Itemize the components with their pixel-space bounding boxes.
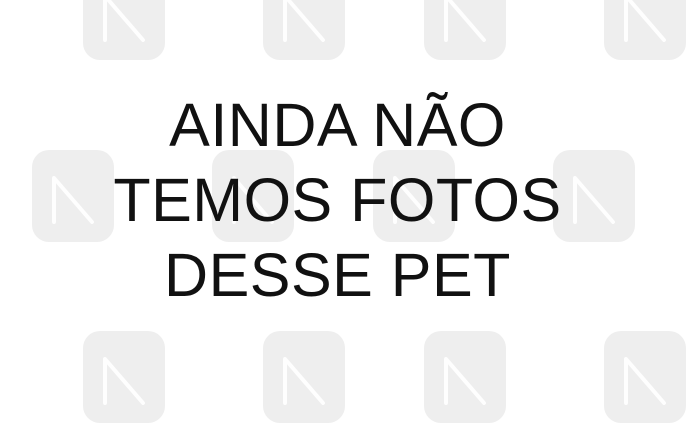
n-logo-icon — [604, 331, 686, 423]
no-photo-message — [0, 88, 681, 313]
n-logo-icon — [424, 331, 506, 423]
n-logo-icon — [604, 0, 686, 60]
n-logo-icon — [83, 331, 165, 423]
n-logo-icon — [263, 0, 345, 60]
message-line-1: AINDA NÃO — [169, 91, 506, 159]
message-line-2: TEMOS FOTOS — [113, 166, 562, 234]
message-line-3: DESSE PET — [164, 241, 511, 309]
n-logo-icon — [263, 331, 345, 423]
n-logo-icon — [83, 0, 165, 60]
n-logo-icon — [424, 0, 506, 60]
